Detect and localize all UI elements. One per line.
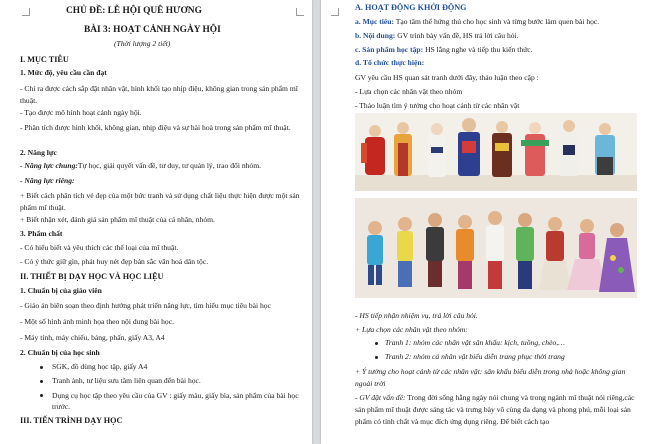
paragraph-content [355, 31, 519, 41]
paragraph: - HS tiếp nhận nhiệm vụ, trả lời câu hỏi. [355, 311, 478, 320]
paragraph: + Lựa chọn các nhân vật theo nhóm: [355, 325, 468, 334]
lesson-duration: (Thời lượng 2 tiết) [114, 39, 171, 48]
document-page-right [321, 0, 650, 444]
paragraph: - Có ý thức giữ gìn, phát huy nét đẹp bản sắc văn hoá dân tộc. [20, 257, 209, 266]
bullet-icon [375, 356, 378, 359]
paragraph: - Chỉ ra được cách sắp đặt nhân vật, hình khối tạo nhịp điệu, không gian trong sản phẩm mĩ thuật. [20, 84, 298, 105]
paragraph: GV yêu cầu HS quan sát tranh dưới đây, thảo luận theo cặp : [355, 73, 539, 82]
bullet-icon [40, 380, 43, 383]
label-objective: a. Mục tiêu: [355, 17, 395, 26]
paragraph: - Máy tính, máy chiếu, bảng, phấn, giấy A3, A4 [20, 333, 165, 342]
paragraph-general-competency [20, 161, 261, 171]
bullet-icon [40, 394, 43, 397]
margin-crop-mark [296, 8, 304, 16]
paragraph: - Có hiểu biết và yêu thích các thể loại của mĩ thuật. [20, 243, 179, 252]
list-item: SGK, đồ dùng học tập, giấy A4 [52, 362, 148, 371]
text-problem-statement: Trong đời sống hằng ngày nói chung và trong ngành mĩ thuật nói riêng,các sản phẩm mĩ thuật được sáng tác và trưng bày vô cùng đa dạng và phong phú, mỗi loại sản phẩm có tính chất và mục đích ứng dụng riêng. Để biết cách tạo [355, 393, 635, 426]
paragraph-objective [355, 17, 599, 27]
subheading-teacher-prep: 1. Chuẩn bị của giáo viên [20, 286, 102, 295]
section-heading-equipment: II. THIẾT BỊ DẠY HỌC VÀ HỌC LIỆU [20, 272, 164, 281]
bullet-icon [40, 366, 43, 369]
paragraph: - Một số hình ảnh minh họa theo nội dung bài học. [20, 317, 174, 326]
section-heading-objectives: I. MỤC TIÊU [20, 55, 69, 64]
subheading-requirements: 1. Mức độ, yêu cầu cần đạt [20, 68, 107, 77]
paragraph-product [355, 45, 533, 55]
label-general-competency: - Năng lực chung: [20, 161, 78, 170]
subheading-competencies: 2. Năng lực [20, 148, 57, 157]
list-item: Tranh ảnh, tư liệu sưu tầm liên quan đến bài học. [52, 376, 201, 385]
paragraph: + Ý tưởng cho hoạt cảnh từ các nhân vật: sân khấu biểu diễn trong nhà hoặc không gian ngoài trời [355, 367, 626, 388]
list-item: Dụng cụ học tập theo yêu cầu của GV : giấy màu, giấy bìa, sản phẩm của bài học trước. [52, 391, 299, 411]
list-item: Tranh 1: nhóm các nhân vật sân khấu: kịch, tuồng, chèo,… [385, 338, 565, 347]
text-product: HS lắng nghe và tiếp thu kiến thức. [425, 45, 533, 54]
paragraph: - Lựa chọn các nhân vật theo nhóm [355, 87, 463, 96]
bullet-icon [375, 342, 378, 345]
text-content: GV trình bày vấn đề, HS trả lời câu hỏi. [397, 31, 519, 40]
paragraph-problem-statement [355, 392, 643, 428]
paragraph: - Thảo luận tìm ý tưởng cho hoạt cảnh từ các nhân vật [355, 101, 520, 110]
figure-image-stage-characters [355, 113, 637, 191]
section-heading-process: III. TIẾN TRÌNH DẠY HỌC [20, 416, 123, 425]
paragraph: - Tạo được mô hình hoạt cảnh ngày hội. [20, 108, 142, 117]
margin-crop-mark [331, 8, 339, 16]
paragraph: + Biết nhận xét, đánh giá sản phẩm mĩ thuật của cá nhân, nhóm. [20, 215, 215, 224]
label-specific-competency: - Năng lực riêng: [20, 176, 75, 185]
text-general-competency: Tự học, giải quyết vấn đề, tư duy, tư quản lý, trao đổi nhóm. [77, 161, 262, 170]
paragraph: + Biết cách phân tích vẻ đẹp của một bức tranh và sử dụng chất liệu thực hiện được một sản phẩm mĩ thuật. [20, 191, 300, 212]
label-content: b. Nội dung: [355, 31, 396, 40]
subheading-student-prep: 2. Chuẩn bị của học sinh [20, 348, 100, 357]
text-objective: Tạo tâm thế hứng thú cho học sinh và từng bước làm quen bài học. [395, 17, 600, 26]
lesson-title: BÀI 3: HOẠT CẢNH NGÀY HỘI [84, 25, 221, 35]
header-bar-title: CHỦ ĐỀ: LỄ HỘI QUÊ HƯƠNG [66, 6, 202, 16]
list-item: Tranh 2: nhóm cá nhân vật biểu diễn trang phục thời trang [385, 352, 565, 361]
document-page-left [0, 0, 312, 444]
paragraph: - Giáo án biên soạn theo định hướng phát triển năng lực, tìm hiểu mục tiêu bài học [20, 301, 271, 310]
section-heading-warmup: A. HOẠT ĐỘNG KHỞI ĐỘNG [355, 3, 467, 12]
label-organization: d. Tổ chức thực hiện: [355, 58, 425, 67]
stage-characters-illustration [355, 113, 637, 191]
margin-crop-mark [22, 8, 30, 16]
label-product: c. Sản phẩm học tập: [355, 45, 424, 54]
paragraph: - Phân tích được hình khối, không gian, nhịp điệu và sự hài hoà trong sản phẩm mĩ thuật. [20, 123, 291, 132]
subheading-qualities: 3. Phẩm chất [20, 229, 63, 238]
fashion-dolls-illustration [355, 198, 637, 298]
label-problem-statement: - GV đặt vấn đề: [355, 393, 406, 402]
figure-image-fashion-dolls [355, 198, 637, 298]
